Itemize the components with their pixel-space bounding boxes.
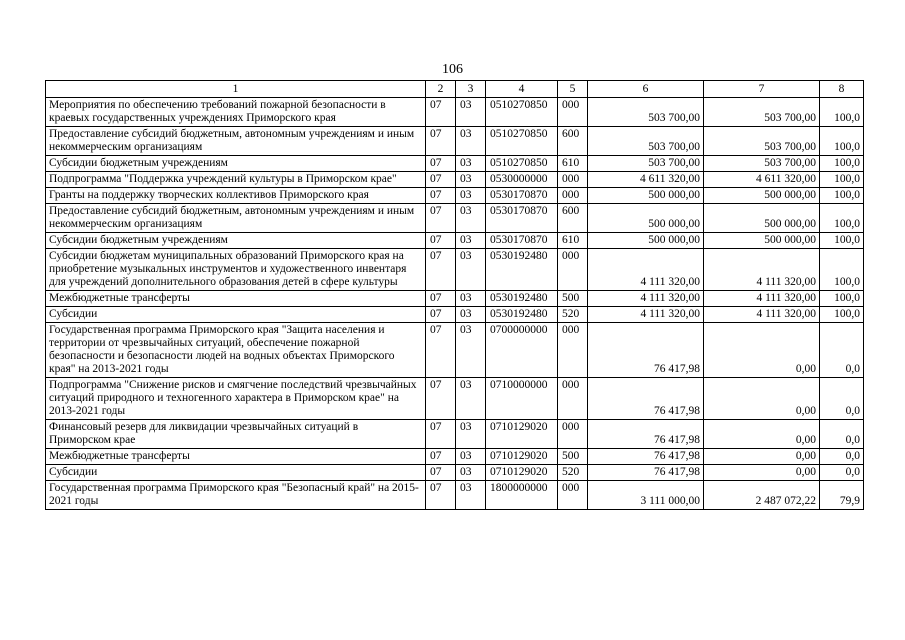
cell-planned: 500 000,00 bbox=[588, 233, 704, 249]
cell-target-article: 1800000000 bbox=[486, 481, 558, 510]
column-header: 4 bbox=[486, 81, 558, 98]
cell-subsection: 03 bbox=[456, 323, 486, 378]
cell-subsection: 03 bbox=[456, 204, 486, 233]
table-row bbox=[46, 323, 864, 378]
cell-target-article: 0710129020 bbox=[486, 449, 558, 465]
budget-table bbox=[45, 80, 864, 510]
cell-expense-type: 600 bbox=[558, 127, 588, 156]
cell-target-article: 0710129020 bbox=[486, 465, 558, 481]
page-number: 106 bbox=[442, 62, 463, 77]
cell-executed: 500 000,00 bbox=[704, 233, 820, 249]
cell-section: 07 bbox=[426, 291, 456, 307]
cell-planned: 503 700,00 bbox=[588, 156, 704, 172]
cell-name: Гранты на поддержку творческих коллективов Приморского края bbox=[46, 188, 426, 204]
cell-section: 07 bbox=[426, 172, 456, 188]
cell-expense-type: 000 bbox=[558, 420, 588, 449]
cell-percent: 100,0 bbox=[820, 204, 864, 233]
header-row bbox=[46, 81, 864, 98]
cell-subsection: 03 bbox=[456, 465, 486, 481]
cell-percent: 0,0 bbox=[820, 378, 864, 420]
cell-planned: 503 700,00 bbox=[588, 127, 704, 156]
column-header: 3 bbox=[456, 81, 486, 98]
cell-expense-type: 000 bbox=[558, 323, 588, 378]
cell-section: 07 bbox=[426, 449, 456, 465]
cell-section: 07 bbox=[426, 465, 456, 481]
cell-executed: 4 111 320,00 bbox=[704, 291, 820, 307]
table-row bbox=[46, 156, 864, 172]
cell-executed: 4 111 320,00 bbox=[704, 249, 820, 291]
cell-target-article: 0700000000 bbox=[486, 323, 558, 378]
cell-expense-type: 000 bbox=[558, 481, 588, 510]
cell-subsection: 03 bbox=[456, 291, 486, 307]
cell-section: 07 bbox=[426, 323, 456, 378]
cell-subsection: 03 bbox=[456, 233, 486, 249]
cell-expense-type: 000 bbox=[558, 378, 588, 420]
cell-expense-type: 520 bbox=[558, 307, 588, 323]
cell-planned: 3 111 000,00 bbox=[588, 481, 704, 510]
column-header: 2 bbox=[426, 81, 456, 98]
cell-executed: 503 700,00 bbox=[704, 156, 820, 172]
cell-expense-type: 000 bbox=[558, 249, 588, 291]
table-row bbox=[46, 449, 864, 465]
cell-section: 07 bbox=[426, 420, 456, 449]
cell-subsection: 03 bbox=[456, 307, 486, 323]
cell-section: 07 bbox=[426, 233, 456, 249]
cell-name: Подпрограмма "Поддержка учреждений культуры в Приморском крае" bbox=[46, 172, 426, 188]
cell-section: 07 bbox=[426, 188, 456, 204]
cell-executed: 0,00 bbox=[704, 323, 820, 378]
table-row bbox=[46, 481, 864, 510]
cell-executed: 503 700,00 bbox=[704, 98, 820, 127]
table-row bbox=[46, 172, 864, 188]
cell-expense-type: 000 bbox=[558, 188, 588, 204]
table-row bbox=[46, 188, 864, 204]
cell-name: Субсидии bbox=[46, 465, 426, 481]
cell-target-article: 0530192480 bbox=[486, 291, 558, 307]
cell-executed: 4 111 320,00 bbox=[704, 307, 820, 323]
cell-section: 07 bbox=[426, 204, 456, 233]
cell-subsection: 03 bbox=[456, 249, 486, 291]
cell-expense-type: 000 bbox=[558, 172, 588, 188]
cell-percent: 79,9 bbox=[820, 481, 864, 510]
cell-executed: 2 487 072,22 bbox=[704, 481, 820, 510]
cell-executed: 500 000,00 bbox=[704, 204, 820, 233]
cell-name: Предоставление субсидий бюджетным, автономным учреждениям и иным некоммерческим организациям bbox=[46, 204, 426, 233]
cell-name: Межбюджетные трансферты bbox=[46, 291, 426, 307]
cell-percent: 0,0 bbox=[820, 465, 864, 481]
cell-subsection: 03 bbox=[456, 127, 486, 156]
cell-section: 07 bbox=[426, 98, 456, 127]
cell-percent: 100,0 bbox=[820, 156, 864, 172]
table-row bbox=[46, 233, 864, 249]
cell-expense-type: 610 bbox=[558, 156, 588, 172]
cell-planned: 76 417,98 bbox=[588, 378, 704, 420]
column-header: 8 bbox=[820, 81, 864, 98]
cell-name: Подпрограмма "Снижение рисков и смягчение последствий чрезвычайных ситуаций природного и техногенного характера в Приморском крае" на 2013-2021 годы bbox=[46, 378, 426, 420]
cell-expense-type: 600 bbox=[558, 204, 588, 233]
cell-name: Предоставление субсидий бюджетным, автономным учреждениям и иным некоммерческим организациям bbox=[46, 127, 426, 156]
cell-subsection: 03 bbox=[456, 98, 486, 127]
cell-section: 07 bbox=[426, 156, 456, 172]
cell-subsection: 03 bbox=[456, 378, 486, 420]
cell-target-article: 0510270850 bbox=[486, 156, 558, 172]
cell-executed: 500 000,00 bbox=[704, 188, 820, 204]
cell-target-article: 0530170870 bbox=[486, 233, 558, 249]
cell-planned: 500 000,00 bbox=[588, 188, 704, 204]
cell-executed: 0,00 bbox=[704, 449, 820, 465]
cell-executed: 0,00 bbox=[704, 378, 820, 420]
cell-name: Субсидии бюджетам муниципальных образований Приморского края на приобретение музыкальных инструментов и художественного инвентаря для учреждений дополнительного образования детей в сфере культуры bbox=[46, 249, 426, 291]
cell-target-article: 0530170870 bbox=[486, 204, 558, 233]
cell-percent: 100,0 bbox=[820, 98, 864, 127]
table-row bbox=[46, 204, 864, 233]
cell-percent: 100,0 bbox=[820, 307, 864, 323]
cell-planned: 76 417,98 bbox=[588, 465, 704, 481]
cell-percent: 100,0 bbox=[820, 291, 864, 307]
cell-executed: 503 700,00 bbox=[704, 127, 820, 156]
column-header: 6 bbox=[588, 81, 704, 98]
cell-percent: 100,0 bbox=[820, 188, 864, 204]
cell-subsection: 03 bbox=[456, 156, 486, 172]
table-row bbox=[46, 307, 864, 323]
cell-name: Субсидии bbox=[46, 307, 426, 323]
cell-name: Субсидии бюджетным учреждениям bbox=[46, 233, 426, 249]
cell-planned: 76 417,98 bbox=[588, 449, 704, 465]
column-header: 1 bbox=[46, 81, 426, 98]
cell-subsection: 03 bbox=[456, 172, 486, 188]
column-header: 7 bbox=[704, 81, 820, 98]
cell-target-article: 0530192480 bbox=[486, 307, 558, 323]
cell-subsection: 03 bbox=[456, 481, 486, 510]
cell-target-article: 0530192480 bbox=[486, 249, 558, 291]
table-row bbox=[46, 420, 864, 449]
cell-name: Государственная программа Приморского края "Безопасный край" на 2015-2021 годы bbox=[46, 481, 426, 510]
cell-percent: 0,0 bbox=[820, 420, 864, 449]
cell-percent: 100,0 bbox=[820, 172, 864, 188]
cell-section: 07 bbox=[426, 481, 456, 510]
cell-subsection: 03 bbox=[456, 449, 486, 465]
table-row bbox=[46, 249, 864, 291]
cell-percent: 0,0 bbox=[820, 449, 864, 465]
cell-target-article: 0710129020 bbox=[486, 420, 558, 449]
cell-name: Государственная программа Приморского края "Защита населения и территории от чрезвычайных ситуаций, обеспечение пожарной безопасности и безопасности людей на водных объектах Приморского края" на 2013-2021 годы bbox=[46, 323, 426, 378]
cell-percent: 100,0 bbox=[820, 127, 864, 156]
cell-section: 07 bbox=[426, 307, 456, 323]
cell-section: 07 bbox=[426, 249, 456, 291]
cell-planned: 4 111 320,00 bbox=[588, 291, 704, 307]
cell-planned: 4 611 320,00 bbox=[588, 172, 704, 188]
cell-planned: 4 111 320,00 bbox=[588, 249, 704, 291]
column-header: 5 bbox=[558, 81, 588, 98]
cell-name: Финансовый резерв для ликвидации чрезвычайных ситуаций в Приморском крае bbox=[46, 420, 426, 449]
cell-planned: 503 700,00 bbox=[588, 98, 704, 127]
cell-planned: 4 111 320,00 bbox=[588, 307, 704, 323]
table-row bbox=[46, 291, 864, 307]
table-row bbox=[46, 465, 864, 481]
cell-name: Межбюджетные трансферты bbox=[46, 449, 426, 465]
cell-target-article: 0510270850 bbox=[486, 127, 558, 156]
cell-name: Субсидии бюджетным учреждениям bbox=[46, 156, 426, 172]
cell-target-article: 0530170870 bbox=[486, 188, 558, 204]
cell-executed: 0,00 bbox=[704, 420, 820, 449]
cell-target-article: 0510270850 bbox=[486, 98, 558, 127]
cell-planned: 76 417,98 bbox=[588, 420, 704, 449]
table-row bbox=[46, 378, 864, 420]
cell-executed: 4 611 320,00 bbox=[704, 172, 820, 188]
cell-expense-type: 500 bbox=[558, 449, 588, 465]
table-row bbox=[46, 98, 864, 127]
cell-planned: 76 417,98 bbox=[588, 323, 704, 378]
cell-expense-type: 500 bbox=[558, 291, 588, 307]
cell-percent: 100,0 bbox=[820, 233, 864, 249]
table-row bbox=[46, 127, 864, 156]
cell-subsection: 03 bbox=[456, 420, 486, 449]
cell-name: Мероприятия по обеспечению требований пожарной безопасности в краевых государственных учреждениях Приморского края bbox=[46, 98, 426, 127]
cell-target-article: 0530000000 bbox=[486, 172, 558, 188]
cell-expense-type: 520 bbox=[558, 465, 588, 481]
cell-executed: 0,00 bbox=[704, 465, 820, 481]
cell-expense-type: 000 bbox=[558, 98, 588, 127]
cell-section: 07 bbox=[426, 127, 456, 156]
cell-percent: 100,0 bbox=[820, 249, 864, 291]
cell-planned: 500 000,00 bbox=[588, 204, 704, 233]
cell-subsection: 03 bbox=[456, 188, 486, 204]
cell-expense-type: 610 bbox=[558, 233, 588, 249]
cell-section: 07 bbox=[426, 378, 456, 420]
cell-percent: 0,0 bbox=[820, 323, 864, 378]
cell-target-article: 0710000000 bbox=[486, 378, 558, 420]
